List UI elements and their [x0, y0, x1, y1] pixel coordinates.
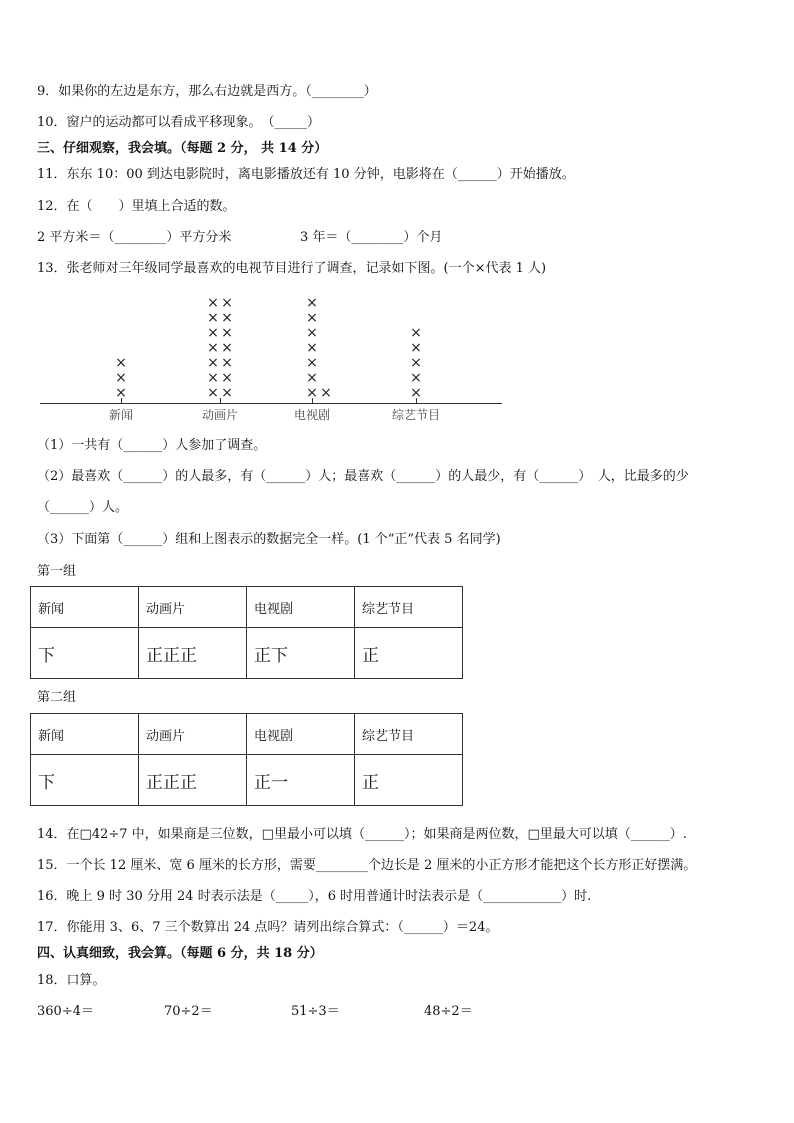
tally-mark: ×: [207, 310, 219, 326]
table-header-cell: 新闻: [31, 587, 139, 628]
tally-mark: ×: [221, 295, 233, 311]
tally-category-label: 新闻: [108, 408, 133, 422]
question-13: 13．张老师对三年级同学最喜欢的电视节目进行了调查，记录如下图。(一个×代表 1 人): [37, 261, 547, 276]
tally-axis: [40, 403, 502, 404]
tally-axis-tick: [312, 398, 313, 403]
question-15: 15．一个长 12 厘米、宽 6 厘米的长方形，需要________个边长是 2 厘米的小正方形才能把这个长方形正好摆满。: [37, 858, 697, 873]
tally-mark: ×: [207, 370, 219, 386]
question-14: 14．在□42÷7 中，如果商是三位数，□里最小可以填（______）；如果商是两位数，□里最大可以填（______）.: [37, 827, 687, 842]
table-header-cell: 电视剧: [247, 587, 355, 628]
question-12-part-b: 3 年＝（________）个月: [300, 230, 443, 245]
tally-mark: ×: [306, 370, 318, 386]
group-1-table: [30, 586, 463, 679]
tally-mark: ×: [115, 370, 127, 386]
tally-cell: 正正正: [139, 755, 247, 806]
table-header-cell: 新闻: [31, 714, 139, 755]
tally-cell: 正: [355, 628, 463, 679]
calc-item: 360÷4＝: [37, 1004, 94, 1019]
table-header-cell: 综艺节目: [355, 587, 463, 628]
section-4-heading: 四、认真细致，我会算。（每题 6 分，共 18 分）: [37, 946, 323, 961]
group-2-label: 第二组: [37, 690, 77, 705]
tally-mark: ×: [306, 325, 318, 341]
calc-item: 48÷2＝: [424, 1004, 473, 1019]
table-header-cell: 综艺节目: [355, 714, 463, 755]
tally-category-label: 电视剧: [293, 408, 330, 422]
section-3-heading: 三、仔细观察，我会填。（每题 2 分， 共 14 分）: [37, 141, 328, 156]
calc-item: 51÷3＝: [291, 1004, 340, 1019]
tally-mark: ×: [306, 355, 318, 371]
tally-mark: ×: [221, 355, 233, 371]
tally-mark: ×: [410, 325, 422, 341]
question-13-part-3: （3）下面第（______）组和上图表示的数据完全一样。(1 个“正”代表 5 名同学): [37, 532, 501, 547]
tally-mark: ×: [306, 295, 318, 311]
table-header-cell: 电视剧: [247, 714, 355, 755]
tally-axis-tick: [121, 398, 122, 403]
tally-mark: ×: [207, 295, 219, 311]
tally-category-label: 动画片: [201, 408, 238, 422]
calc-item: 70÷2＝: [164, 1004, 213, 1019]
tally-mark: ×: [306, 385, 318, 401]
tally-mark: ×: [207, 340, 219, 356]
tally-mark: ×: [306, 310, 318, 326]
tally-mark: ×: [221, 325, 233, 341]
tally-mark: ×: [221, 385, 233, 401]
question-13-part-2-continued: （______）人。: [37, 500, 129, 515]
question-13-part-1: （1）一共有（______）人参加了调查。: [37, 438, 267, 453]
group-2-table: [30, 713, 463, 806]
group-1-label: 第一组: [37, 564, 77, 579]
question-12-part-a: 2 平方米＝（________）平方分米: [37, 230, 232, 245]
tally-category-label: 综艺节目: [391, 408, 440, 422]
tally-cell: 正正正: [139, 628, 247, 679]
tally-mark: ×: [221, 310, 233, 326]
question-12: 12．在（ ）里填上合适的数。: [37, 199, 236, 214]
tally-mark: ×: [207, 385, 219, 401]
tally-mark: ×: [221, 340, 233, 356]
table-header-cell: 动画片: [139, 587, 247, 628]
tally-axis-tick: [220, 398, 221, 403]
question-10: 10．窗户的运动都可以看成平移现象。 （_____）: [37, 115, 321, 130]
tally-mark: ×: [115, 355, 127, 371]
tally-axis-tick: [416, 398, 417, 403]
tally-cell: 正下: [247, 628, 355, 679]
question-11: 11．东东 10：00 到达电影院时，离电影播放还有 10 分钟，电影将在（______）开始播放。: [37, 167, 575, 182]
tally-mark: ×: [306, 340, 318, 356]
tally-mark: ×: [410, 340, 422, 356]
table-header-cell: 动画片: [139, 714, 247, 755]
tally-cell: 正一: [247, 755, 355, 806]
question-9: 9．如果你的左边是东方，那么右边就是西方。（________）: [37, 84, 377, 99]
tally-mark: ×: [207, 325, 219, 341]
tally-mark: ×: [320, 385, 332, 401]
question-18: 18．口算。: [37, 973, 106, 988]
question-16: 16．晚上 9 时 30 分用 24 时表示法是（_____），6 时用普通计时法表示是（____________）时.: [37, 889, 592, 904]
tally-mark: ×: [221, 370, 233, 386]
tally-mark: ×: [115, 385, 127, 401]
question-13-part-2: （2）最喜欢（______）的人最多，有（______）人；最喜欢（______）的人最少，有（______） 人，比最多的少: [37, 469, 689, 484]
tally-mark: ×: [410, 355, 422, 371]
tally-cell: 下: [31, 628, 139, 679]
tally-chart: [40, 285, 510, 425]
question-17: 17．你能用 3、6、7 三个数算出 24 点吗？请列出综合算式：（______）＝24。: [37, 920, 499, 935]
tally-cell: 下: [31, 755, 139, 806]
tally-cell: 正: [355, 755, 463, 806]
tally-mark: ×: [410, 370, 422, 386]
tally-mark: ×: [207, 355, 219, 371]
tally-mark: ×: [410, 385, 422, 401]
